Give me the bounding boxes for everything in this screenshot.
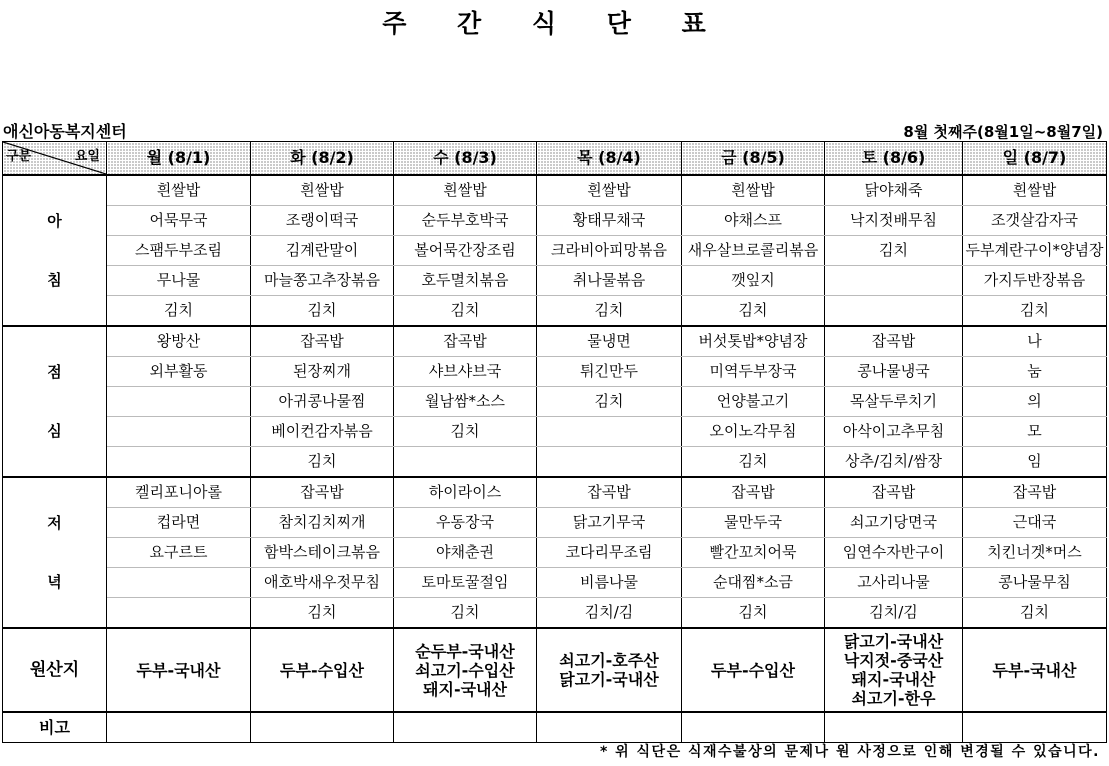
meal-row (3, 447, 1107, 478)
note-cell (537, 712, 682, 743)
meal-label-bottom: 심 (47, 421, 62, 440)
origin-row (3, 628, 1107, 712)
footnote: * 위 식단은 식재수불상의 문제나 원 사정으로 인해 변경될 수 있습니다. (599, 744, 1100, 760)
menu-cell: 튀긴만두 (537, 357, 682, 387)
menu-cell (107, 568, 251, 598)
menu-cell (537, 417, 682, 447)
menu-cell: 야채춘권 (394, 538, 537, 568)
menu-cell: 김치 (963, 598, 1107, 629)
menu-cell: 아귀콩나물찜 (251, 387, 394, 417)
origin-cell (394, 628, 537, 712)
header-yoil: 요일 (74, 149, 100, 164)
menu-cell: 잡곡밥 (825, 477, 963, 508)
menu-cell: 잡곡밥 (394, 326, 537, 357)
menu-cell (537, 447, 682, 478)
origin-line: 두부-수입산 (711, 660, 795, 680)
menu-cell (107, 417, 251, 447)
menu-cell: 마늘쫑고추장볶음 (251, 266, 394, 296)
menu-cell: 잡곡밥 (537, 477, 682, 508)
menu-cell (825, 266, 963, 296)
menu-cell: 치킨너겟*머스 (963, 538, 1107, 568)
origin-cell (963, 628, 1107, 712)
meal-label-top: 저 (47, 513, 62, 532)
menu-cell: 황태무채국 (537, 206, 682, 236)
menu-cell: 김치 (394, 417, 537, 447)
menu-cell: 김치 (825, 236, 963, 266)
menu-cell: 잡곡밥 (251, 326, 394, 357)
meal-row (3, 206, 1107, 236)
note-cell (394, 712, 537, 743)
menu-cell: 근대국 (963, 508, 1107, 538)
menu-cell: 참치김치찌개 (251, 508, 394, 538)
menu-cell: 깻잎지 (682, 266, 825, 296)
day-header: 토 (8/6) (825, 142, 963, 176)
menu-cell: 스팸두부조림 (107, 236, 251, 266)
menu-cell: 고사리나물 (825, 568, 963, 598)
menu-cell: 어묵무국 (107, 206, 251, 236)
menu-cell: 샤브샤브국 (394, 357, 537, 387)
menu-cell: 켈리포니아롤 (107, 477, 251, 508)
meal-label (3, 477, 107, 628)
menu-cell: 월남쌈*소스 (394, 387, 537, 417)
meal-row (3, 326, 1107, 357)
meal-row (3, 477, 1107, 508)
origin-line: 닭고기-국내산 (843, 632, 944, 651)
menu-cell: 코다리무조림 (537, 538, 682, 568)
menu-cell: 나 (963, 326, 1107, 357)
menu-cell: 두부계란구이*양념장 (963, 236, 1107, 266)
menu-cell: 가지두반장볶음 (963, 266, 1107, 296)
menu-cell: 잡곡밥 (825, 326, 963, 357)
meal-row (3, 568, 1107, 598)
meal-label (3, 175, 107, 326)
meal-body (3, 175, 1107, 628)
meal-row (3, 538, 1107, 568)
origin-line: 쇠고기-수입산 (415, 660, 515, 680)
menu-cell: 새우살브로콜리볶음 (682, 236, 825, 266)
meal-row (3, 508, 1107, 538)
note-label: 비고 (3, 712, 107, 743)
meal-label-bottom: 녁 (47, 572, 62, 591)
menu-cell (107, 598, 251, 629)
meal-row (3, 175, 1107, 206)
menu-cell: 흰쌀밥 (537, 175, 682, 206)
menu-cell: 흰쌀밥 (251, 175, 394, 206)
menu-cell: 우동장국 (394, 508, 537, 538)
note-cell (107, 712, 251, 743)
menu-cell: 김치 (537, 387, 682, 417)
origin-label: 원산지 (3, 628, 107, 712)
menu-cell: 모 (963, 417, 1107, 447)
menu-cell: 김치 (682, 296, 825, 327)
menu-cell: 물냉면 (537, 326, 682, 357)
menu-cell: 김치 (251, 296, 394, 327)
menu-cell: 콩나물냉국 (825, 357, 963, 387)
menu-cell: 크라비아피망볶음 (537, 236, 682, 266)
menu-cell: 볼어묵간장조림 (394, 236, 537, 266)
menu-cell: 비름나물 (537, 568, 682, 598)
menu-cell: 흰쌀밥 (963, 175, 1107, 206)
menu-cell: 김치 (251, 598, 394, 629)
header-row (3, 142, 1107, 176)
menu-cell: 김치 (682, 598, 825, 629)
menu-cell: 김치 (107, 296, 251, 327)
menu-cell: 된장찌개 (251, 357, 394, 387)
meal-row (3, 417, 1107, 447)
meal-row (3, 387, 1107, 417)
meal-label (3, 326, 107, 477)
day-header: 일 (8/7) (963, 142, 1107, 176)
menu-cell: 김치 (682, 447, 825, 478)
origin-cell (107, 628, 251, 712)
origin-line: 두부-국내산 (136, 660, 221, 680)
menu-cell: 김치 (963, 296, 1107, 327)
menu-cell: 김치 (537, 296, 682, 327)
menu-cell: 의 (963, 387, 1107, 417)
menu-cell: 베이컨감자볶음 (251, 417, 394, 447)
weekly-menu-table (2, 141, 1107, 743)
origin-line: 쇠고기-한우 (851, 689, 936, 708)
menu-cell: 콩나물무침 (963, 568, 1107, 598)
week-range: 8월 첫째주(8월1일~8월7일) (903, 123, 1103, 141)
menu-cell: 요구르트 (107, 538, 251, 568)
day-header: 화 (8/2) (251, 142, 394, 176)
menu-cell: 무나물 (107, 266, 251, 296)
menu-cell: 눔 (963, 357, 1107, 387)
menu-cell: 물만두국 (682, 508, 825, 538)
origin-cell (682, 628, 825, 712)
menu-cell: 잡곡밥 (682, 477, 825, 508)
header-corner (3, 142, 107, 176)
menu-cell: 버섯톳밥*양념장 (682, 326, 825, 357)
day-header: 월 (8/1) (107, 142, 251, 176)
menu-cell: 김치/김 (537, 598, 682, 629)
origin-line: 두부-수입산 (280, 660, 364, 680)
origin-line: 돼지-국내산 (851, 670, 936, 689)
page-title: 주 간 식 단 표 (382, 9, 727, 38)
menu-cell: 미역두부장국 (682, 357, 825, 387)
menu-cell (825, 296, 963, 327)
meal-row (3, 357, 1107, 387)
menu-cell: 김계란말이 (251, 236, 394, 266)
meal-row (3, 266, 1107, 296)
menu-cell: 닭고기무국 (537, 508, 682, 538)
menu-cell (394, 447, 537, 478)
menu-cell: 하이라이스 (394, 477, 537, 508)
origin-line: 순두부-국내산 (415, 641, 515, 661)
meal-label-bottom: 침 (47, 270, 62, 289)
note-cell (963, 712, 1107, 743)
menu-cell: 흰쌀밥 (682, 175, 825, 206)
menu-cell: 흰쌀밥 (394, 175, 537, 206)
menu-cell: 함박스테이크볶음 (251, 538, 394, 568)
menu-cell (107, 387, 251, 417)
menu-cell: 상추/김치/쌈장 (825, 447, 963, 478)
menu-cell: 애호박새우젓무침 (251, 568, 394, 598)
menu-cell: 쇠고기당면국 (825, 508, 963, 538)
menu-cell: 닭야채죽 (825, 175, 963, 206)
note-cell (251, 712, 394, 743)
menu-cell: 김치 (251, 447, 394, 478)
day-header: 목 (8/4) (537, 142, 682, 176)
origin-line: 돼지-국내산 (423, 679, 507, 699)
menu-cell: 잡곡밥 (251, 477, 394, 508)
center-name: 애신아동복지센터 (3, 122, 127, 141)
menu-cell: 외부활동 (107, 357, 251, 387)
menu-cell: 낙지젓배무침 (825, 206, 963, 236)
meal-row (3, 296, 1107, 327)
meal-label-top: 아 (47, 211, 62, 230)
note-cell (825, 712, 963, 743)
menu-cell: 오이노각무침 (682, 417, 825, 447)
origin-line: 쇠고기-호주산 (559, 651, 659, 670)
menu-cell: 순대찜*소금 (682, 568, 825, 598)
origin-cell (251, 628, 394, 712)
menu-cell: 목살두루치기 (825, 387, 963, 417)
menu-cell: 컵라면 (107, 508, 251, 538)
day-header: 금 (8/5) (682, 142, 825, 176)
menu-cell: 김치 (394, 296, 537, 327)
note-row (3, 712, 1107, 743)
origin-cell (537, 628, 682, 712)
menu-cell: 언양불고기 (682, 387, 825, 417)
menu-cell: 야채스프 (682, 206, 825, 236)
menu-cell (107, 447, 251, 478)
menu-cell: 왕방산 (107, 326, 251, 357)
menu-cell: 순두부호박국 (394, 206, 537, 236)
menu-cell: 아삭이고추무침 (825, 417, 963, 447)
menu-cell: 취나물볶음 (537, 266, 682, 296)
origin-line: 닭고기-국내산 (559, 670, 659, 689)
menu-cell: 호두멸치볶음 (394, 266, 537, 296)
menu-cell: 임 (963, 447, 1107, 478)
menu-cell: 김치 (394, 598, 537, 629)
origin-line: 두부-국내산 (992, 660, 1077, 680)
menu-cell: 잡곡밥 (963, 477, 1107, 508)
meal-row (3, 236, 1107, 266)
menu-cell: 흰쌀밥 (107, 175, 251, 206)
menu-cell: 조랭이떡국 (251, 206, 394, 236)
meal-label-top: 점 (47, 362, 62, 381)
origin-line: 낙지젓-중국산 (843, 651, 944, 670)
menu-cell: 토마토꿀절임 (394, 568, 537, 598)
origin-cell (825, 628, 963, 712)
menu-cell: 빨간꼬치어묵 (682, 538, 825, 568)
menu-cell: 조갯살감자국 (963, 206, 1107, 236)
menu-cell: 김치/김 (825, 598, 963, 629)
meal-row (3, 598, 1107, 629)
menu-cell: 임연수자반구이 (825, 538, 963, 568)
day-header: 수 (8/3) (394, 142, 537, 176)
header-gubun: 구분 (6, 149, 32, 164)
note-cell (682, 712, 825, 743)
